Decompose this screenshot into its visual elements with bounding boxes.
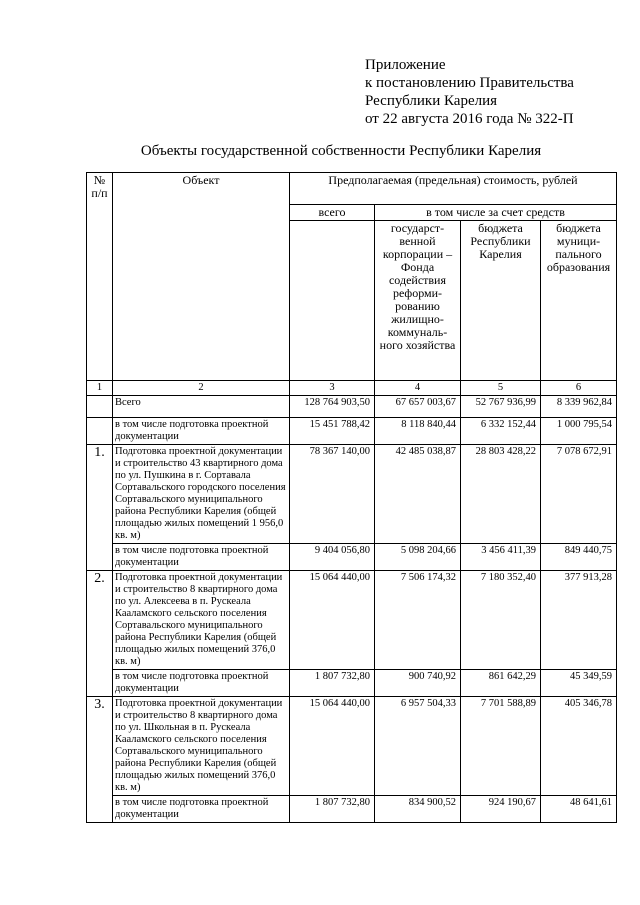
object-municipal: 377 913,28 — [541, 571, 617, 670]
totals-design-municipal: 1 000 795,54 — [541, 418, 617, 445]
object-number: 2. — [87, 571, 113, 697]
header-object: Объект — [113, 173, 290, 381]
header-total-empty — [290, 221, 375, 381]
object-design-total: 1 807 732,80 — [290, 670, 375, 697]
empty-cell — [87, 396, 113, 418]
totals-municipal: 8 339 962,84 — [541, 396, 617, 418]
objects-table — [86, 172, 617, 823]
column-number: 2 — [113, 381, 290, 396]
object-design-republic: 924 190,67 — [461, 796, 541, 823]
totals-design-fund: 8 118 840,44 — [375, 418, 461, 445]
object-design-total: 9 404 056,80 — [290, 544, 375, 571]
object-design-fund: 834 900,52 — [375, 796, 461, 823]
header-total: всего — [290, 205, 375, 221]
object-design-row — [87, 670, 617, 697]
object-fund: 42 485 038,87 — [375, 445, 461, 544]
object-design-label: в том числе подготовка проектной документации — [113, 670, 290, 697]
column-number: 1 — [87, 381, 113, 396]
object-row — [87, 445, 617, 544]
object-design-republic: 3 456 411,39 — [461, 544, 541, 571]
object-description: Подготовка проектной документации и строительство 8 квартирного дома по ул. Школьная в п. Рускеала Кааламского сельского поселения Сортавальского муниципального района Республики Карелия (общей площадью жилых помещений 376,0 кв. м) — [113, 697, 290, 796]
totals-fund: 67 657 003,67 — [375, 396, 461, 418]
object-republic: 7 180 352,40 — [461, 571, 541, 670]
object-design-fund: 5 098 204,66 — [375, 544, 461, 571]
column-number: 4 — [375, 381, 461, 396]
object-design-total: 1 807 732,80 — [290, 796, 375, 823]
object-number: 1. — [87, 445, 113, 571]
object-design-row — [87, 796, 617, 823]
object-number: 3. — [87, 697, 113, 823]
appendix-block — [365, 56, 574, 128]
object-municipal: 7 078 672,91 — [541, 445, 617, 544]
header-republic: бюджета Республики Карелия — [461, 221, 541, 381]
totals-design-row — [87, 418, 617, 445]
object-description: Подготовка проектной документации и строительство 43 квартирного дома по ул. Пушкина в г. Сортавала Сортавальского городского поселения Сортавальского муниципального района Республики Карелия (общей площадью жилых помещений 1 956,0 кв. м) — [113, 445, 290, 544]
object-description: Подготовка проектной документации и строительство 8 квартирного дома по ул. Алексеева в п. Рускеала Кааламского сельского поселения Сортавальского муниципального района Республики Карелия (общей площадью жилых помещений 376,0 кв. м) — [113, 571, 290, 670]
object-fund: 7 506 174,32 — [375, 571, 461, 670]
object-municipal: 405 346,78 — [541, 697, 617, 796]
object-row — [87, 697, 617, 796]
header-num: № п/п — [87, 173, 113, 381]
object-row — [87, 571, 617, 670]
totals-republic: 52 767 936,99 — [461, 396, 541, 418]
header-municipal: бюджета муници-пального образования — [541, 221, 617, 381]
empty-cell — [87, 418, 113, 445]
object-total: 78 367 140,00 — [290, 445, 375, 544]
header-fund: государст-венной корпорации – Фонда содействия реформи-рованию жилищно-коммуналь-ного хозяйства — [375, 221, 461, 381]
appendix-line-1: Приложение — [365, 57, 446, 73]
column-number: 3 — [290, 381, 375, 396]
object-total: 15 064 440,00 — [290, 697, 375, 796]
object-design-row — [87, 544, 617, 571]
appendix-line-4: от 22 августа 2016 года № 322-П — [365, 111, 574, 127]
column-numbers-row — [87, 381, 617, 396]
totals-label: Всего — [113, 396, 290, 418]
object-design-municipal: 45 349,59 — [541, 670, 617, 697]
header-including: в том числе за счет средств — [375, 205, 617, 221]
object-republic: 28 803 428,22 — [461, 445, 541, 544]
totals-design-label: в том числе подготовка проектной документации — [113, 418, 290, 445]
column-number: 6 — [541, 381, 617, 396]
object-fund: 6 957 504,33 — [375, 697, 461, 796]
object-design-fund: 900 740,92 — [375, 670, 461, 697]
column-number: 5 — [461, 381, 541, 396]
object-design-municipal: 849 440,75 — [541, 544, 617, 571]
appendix-line-3: Республики Карелия — [365, 93, 498, 109]
document-title: Объекты государственной собственности Республики Карелия — [140, 143, 542, 159]
appendix-line-2: к постановлению Правительства — [365, 75, 574, 91]
totals-design-total: 15 451 788,42 — [290, 418, 375, 445]
object-design-label: в том числе подготовка проектной документации — [113, 544, 290, 571]
object-design-label: в том числе подготовка проектной документации — [113, 796, 290, 823]
totals-design-republic: 6 332 152,44 — [461, 418, 541, 445]
totals-total: 128 764 903,50 — [290, 396, 375, 418]
object-republic: 7 701 588,89 — [461, 697, 541, 796]
object-total: 15 064 440,00 — [290, 571, 375, 670]
object-design-republic: 861 642,29 — [461, 670, 541, 697]
totals-row — [87, 396, 617, 418]
object-design-municipal: 48 641,61 — [541, 796, 617, 823]
header-cost: Предполагаемая (предельная) стоимость, рублей — [290, 173, 617, 205]
